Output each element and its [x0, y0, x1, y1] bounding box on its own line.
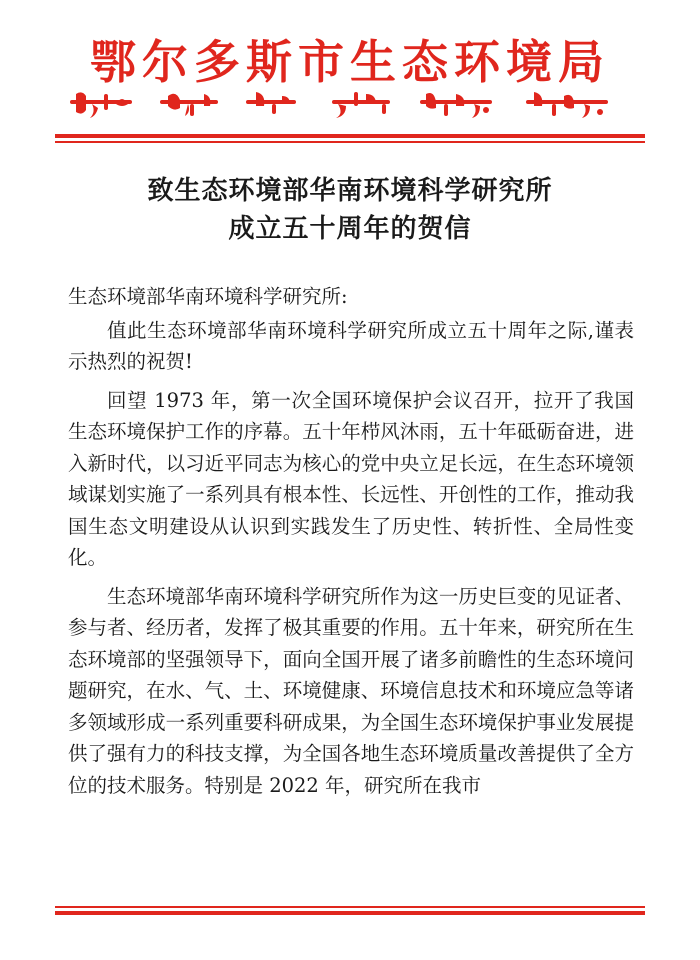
paragraph-1: 值此生态环境部华南环境科学研究所成立五十周年之际,谨表示热烈的祝贺! — [68, 318, 634, 373]
footer-rule-thick — [55, 911, 645, 915]
title-line-2: 成立五十周年的贺信 — [228, 214, 472, 244]
letterhead-org-name: 鄂尔多斯市生态环境局 — [90, 35, 610, 89]
header-rule-thick — [55, 134, 645, 138]
letter-body — [68, 281, 634, 808]
header-rule-thin — [55, 141, 645, 143]
mongolian-script-logo — [70, 90, 630, 120]
paragraph-3: 生态环境部华南环境科学研究所作为这一历史巨变的见证者、参与者、经历者，发挥了极其重要的作用。五十年来，研究所在生态环境部的坚强领导下，面向全国开展了诸多前瞻性的生态环境问题研究，在水、气、土、环境健康、环境信息技术和环境应急等诸多领域形成一系列重要科研成果，为全国生态环境保护事业发展提供了强有力的科技支撑，为全国各地生态环境质量改善提供了全方位的技术服务。特别是 2022 年，研究所在我市 — [68, 584, 634, 797]
footer-rule-thin — [55, 906, 645, 908]
title-line-1: 致生态环境部华南环境科学研究所 — [147, 176, 553, 206]
paragraph-2: 回望 1973 年，第一次全国环境保护会议召开，拉开了我国生态环境保护工作的序幕。五十年栉风沐雨，五十年砥砺奋进，进入新时代，以习近平同志为核心的党中央立足长远，在生态环境领域谋划实施了一系列具有根本性、长远性、开创性的工作，推动我国生态文明建设从认识到实践发生了历史性、转折性、全局性变化。 — [68, 388, 634, 569]
salutation: 生态环境部华南环境科学研究所: — [68, 285, 348, 308]
letter-title — [0, 172, 700, 248]
